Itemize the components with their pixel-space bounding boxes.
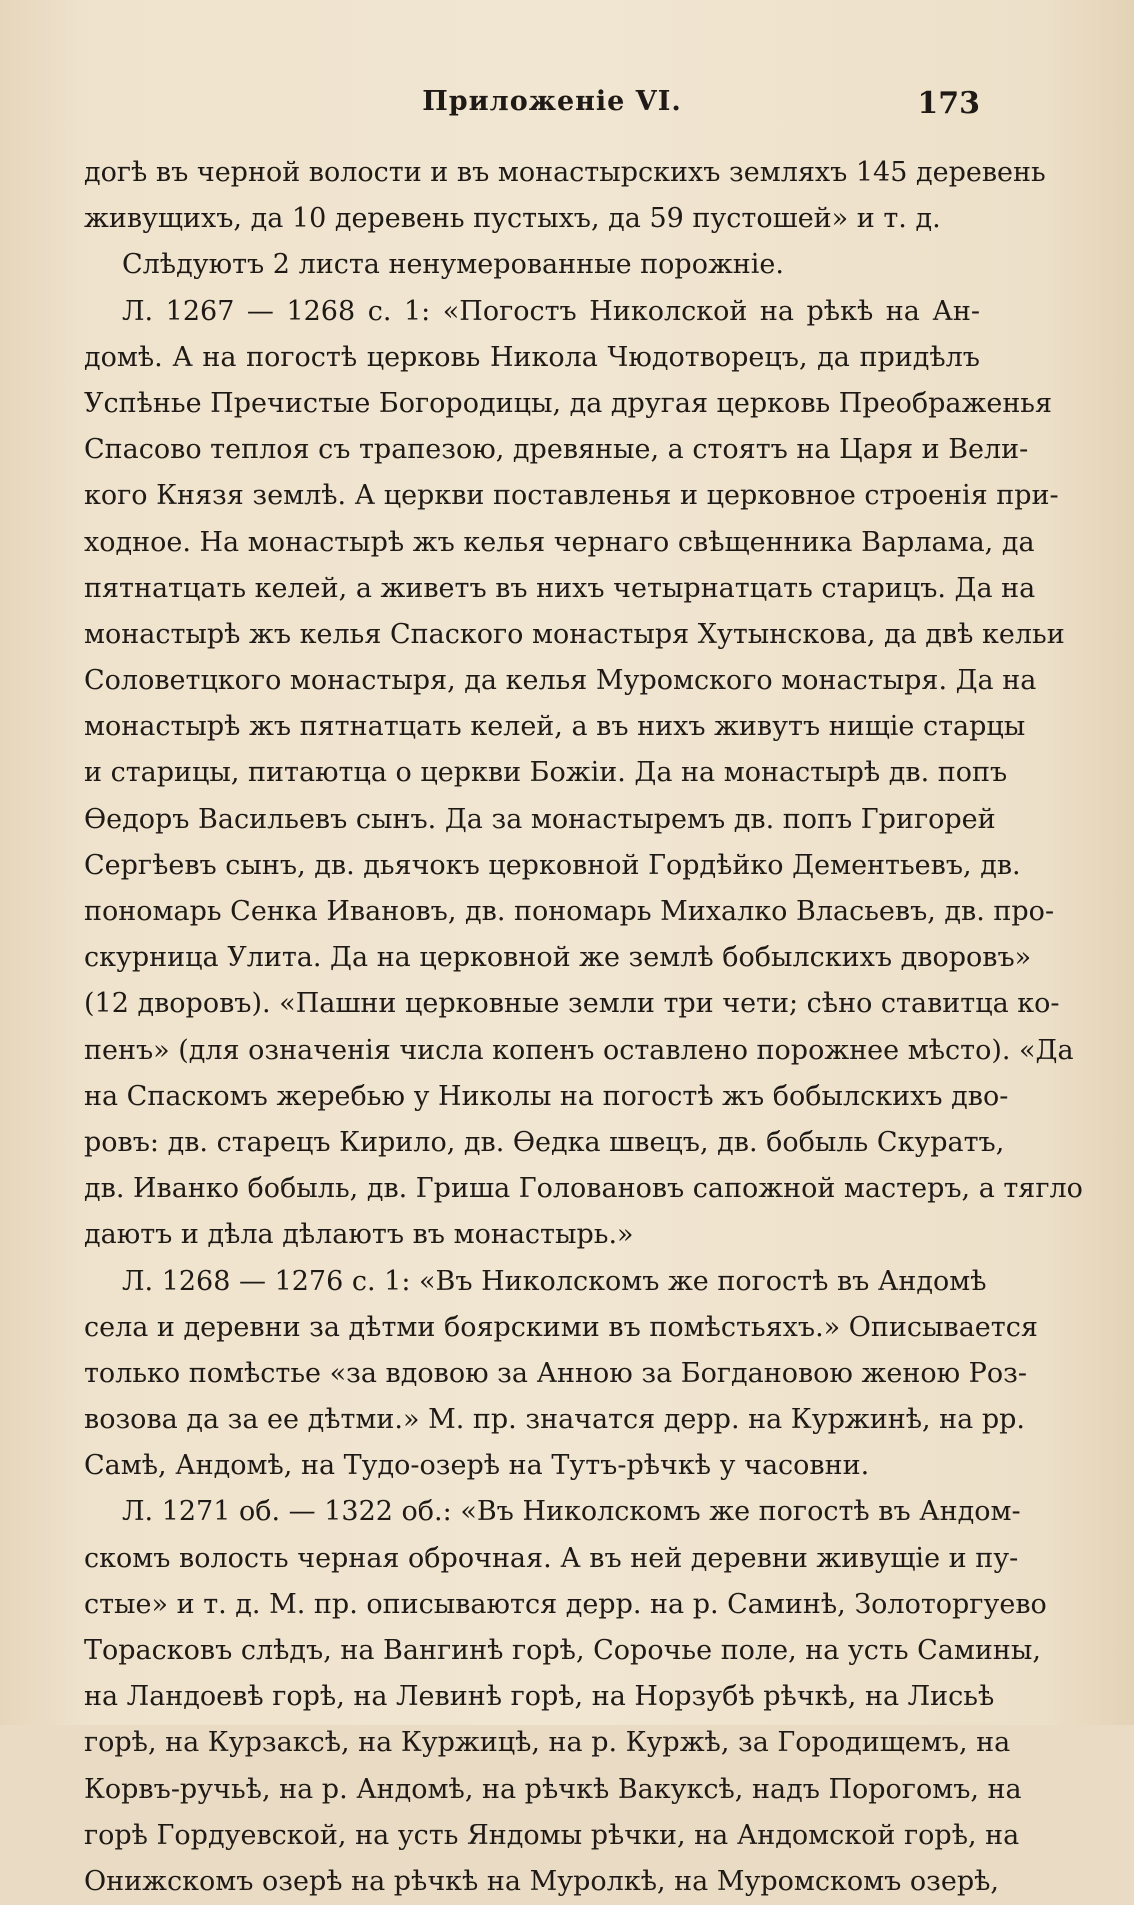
text-line: пенъ» (для означенія числа копенъ оставлено порожнее мѣсто). «Да: [84, 1034, 1074, 1066]
text-line: Соловетцкого монастыря, да келья Муромского монастыря. Да на: [84, 665, 1037, 697]
text-line: догѣ въ черной волости и въ монастырскихъ земляхъ 145 деревень: [84, 157, 1046, 188]
text-line: Л. 1271 об. — 1322 об.: «Въ Николскомъ же погостѣ въ Андом-: [122, 1496, 1021, 1528]
text-line: на Ландоевѣ горѣ, на Левинѣ горѣ, на Норзубѣ рѣчкѣ, на Лисьѣ: [84, 1681, 995, 1713]
text-line: ровъ: дв. старецъ Кирило, дв. Ѳедка швецъ, дв. бобыль Скуратъ,: [84, 1126, 1005, 1158]
page-number: 173: [917, 86, 980, 121]
text-line: монастырѣ жъ пятнатцать келей, а въ нихъ живутъ нищіе старцы: [84, 711, 1026, 743]
text-line: даютъ и дѣла дѣлаютъ въ монастырь.»: [84, 1219, 634, 1251]
text-line: только помѣстье «за вдовою за Анною за Богдановою женою Роз-: [84, 1357, 1027, 1389]
text-line: Онижскомъ озерѣ на рѣчкѣ на Муролкѣ, на Муромскомъ озерѣ,: [84, 1865, 1000, 1897]
text-line: (12 дворовъ). «Пашни церковные земли три чети; сѣно ставитца ко-: [84, 988, 1060, 1020]
text-line: пономарь Сенка Ивановъ, дв. пономарь Михалко Власьевъ, дв. про-: [84, 896, 1055, 927]
text-line: монастырѣ жъ келья Спаского монастыря Хутынскова, да двѣ кельи: [84, 618, 1065, 650]
text-line: села и деревни за дѣтми боярскими въ помѣстьяхъ.» Описывается: [84, 1311, 1038, 1343]
text-line: стые» и т. д. М. пр. описываются дерр. на р. Саминѣ, Золоторгуево: [84, 1588, 1047, 1620]
body-text: [84, 150, 1083, 1905]
text-line: возова да за ее дѣтми.» М. пр. значатся дерр. на Куржинѣ, на рр.: [84, 1404, 1025, 1436]
text-line: Слѣдуютъ 2 листа ненумерованные порожніе.: [122, 249, 784, 281]
text-line: Л. 1268 — 1276 с. 1: «Въ Николскомъ же погостѣ въ Андомѣ: [122, 1265, 987, 1297]
page-header: [84, 86, 980, 130]
text-line: ходное. На монастырѣ жъ келья чернаго свѣщенника Варлама, да: [84, 526, 1035, 558]
text-line: Сергѣевъ сынъ, дв. дьячокъ церковной Гордѣйко Дементьевъ, дв.: [84, 849, 1021, 881]
text-line: и старицы, питаютца о церкви Божіи. Да на монастырѣ дв. попъ: [84, 757, 1008, 789]
text-line: скомъ волость черная оброчная. А въ ней деревни живущіе и пу-: [84, 1542, 1019, 1574]
text-line: Корвъ-ручьѣ, на р. Андомѣ, на рѣчкѣ Вакуксѣ, надъ Порогомъ, на: [84, 1773, 1022, 1805]
text-line: горѣ, на Курзаксѣ, на Куржицѣ, на р. Куржѣ, за Городищемъ, на: [84, 1727, 1011, 1759]
text-line: Спасово теплоя съ трапезою, древяные, а стоятъ на Царя и Вели-: [84, 434, 1029, 466]
text-line: пятнатцать келей, а живетъ въ нихъ четырнатцать старицъ. Да на: [84, 572, 1036, 604]
text-line: Торасковъ слѣдъ, на Вангинѣ горѣ, Сорочье поле, на усть Самины,: [84, 1635, 1041, 1666]
text-line: домѣ. А на погостѣ церковь Никола Чюдотворецъ, да придѣлъ: [84, 341, 980, 373]
text-line: кого Князя землѣ. А церкви поставленья и церковное строенія при-: [84, 480, 1059, 512]
text-line: скурница Улита. Да на церковной же землѣ бобылскихъ дворовъ»: [84, 942, 1032, 974]
text-line: горѣ Гордуевской, на усть Яндомы рѣчки, на Андомской горѣ, на: [84, 1819, 1020, 1851]
running-title: Приложеніе VI.: [422, 86, 682, 117]
text-line: Ѳедоръ Васильевъ сынъ. Да за монастыремъ дв. попъ Григорей: [84, 803, 996, 835]
text-line: живущихъ, да 10 деревень пустыхъ, да 59 пустошей» и т. д.: [84, 203, 941, 235]
text-line: Л. 1267 — 1268 с. 1: «Погостъ Николской на рѣкѣ на Ан-: [122, 295, 980, 327]
text-line: дв. Иванко бобыль, дв. Гриша Головановъ сапожной мастеръ, а тягло: [84, 1173, 1083, 1205]
text-line: Самѣ, Андомѣ, на Тудо-озерѣ на Тутъ-рѣчкѣ у часовни.: [84, 1450, 870, 1482]
text-line: на Спаскомъ жеребью у Николы на погостѣ жъ бобылскихъ дво-: [84, 1080, 1009, 1112]
text-line: Успѣнье Пречистые Богородицы, да другая церковь Преображенья: [84, 387, 1053, 419]
